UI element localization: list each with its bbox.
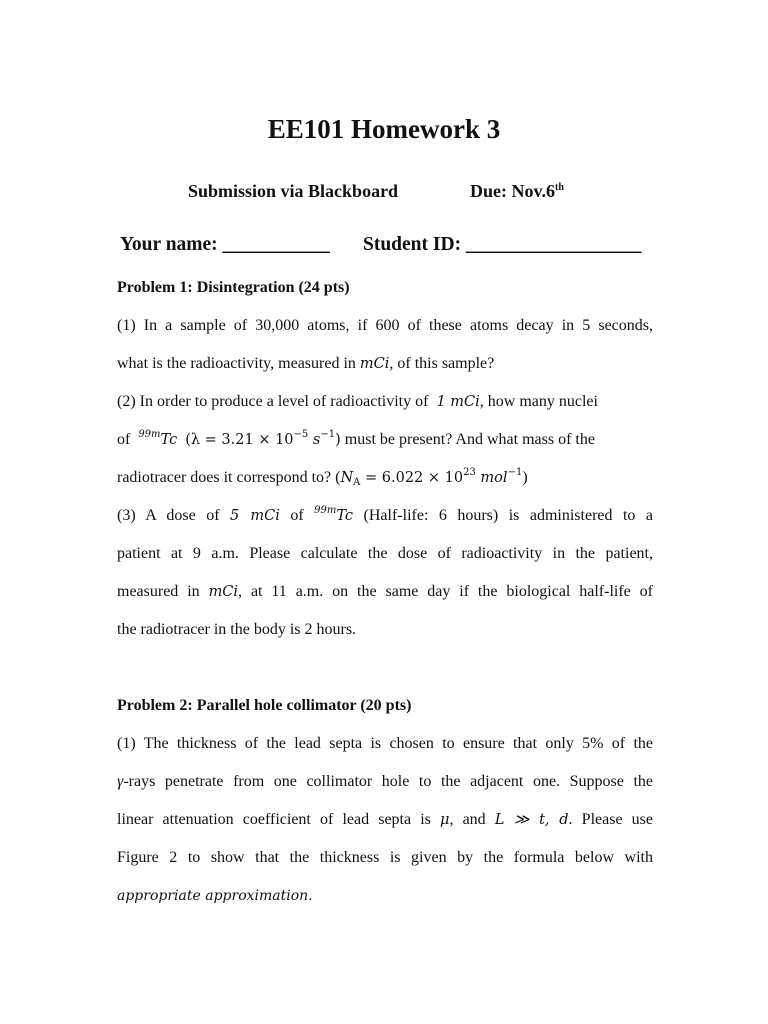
p1-q2-of: of bbox=[117, 431, 131, 448]
p2-q1-text-a bbox=[117, 773, 653, 790]
p1-q3-line4: the radiotracer in the body is 2 hours. bbox=[117, 621, 357, 638]
p1-q3-text-b: (Half-life: 6 hours) is administered to a bbox=[363, 507, 654, 524]
decay-constant-unit-exp: −1 bbox=[320, 429, 336, 440]
p1-q3-line2: patient at 9 a.m. Please calculate the dose of radioactivity in the patient, bbox=[117, 545, 653, 562]
p1-q2-text-3: radiotracer does it correspond to? ( bbox=[117, 469, 341, 486]
p1-q2-close: ) bbox=[522, 469, 528, 486]
isotope-symbol: Tc bbox=[160, 432, 178, 448]
p1-q3-text-d: , at 11 a.m. on the same day if the biological half-life of bbox=[238, 583, 654, 600]
avogadro-value: = 6.022 × 10 bbox=[360, 470, 464, 486]
p2-q1-line4: Figure 2 to show that the thickness is given by the formula below with bbox=[117, 849, 653, 866]
due-date bbox=[470, 181, 564, 202]
p1-q1-tail: , of this sample? bbox=[389, 355, 495, 372]
gamma-symbol: γ bbox=[117, 773, 124, 790]
problem2-heading: Problem 2: Parallel hole collimator (20 pts) bbox=[117, 697, 412, 714]
p1-q1-line2 bbox=[117, 355, 494, 373]
mci-unit-2: mCi bbox=[208, 584, 239, 600]
page-title: EE101 Homework 3 bbox=[267, 114, 501, 144]
avogadro-constant bbox=[340, 467, 523, 488]
p1-q2-line1 bbox=[117, 393, 598, 411]
p1-q3-of: of bbox=[290, 507, 304, 524]
decay-constant-close: ) bbox=[335, 432, 341, 448]
p2-q1-line2 bbox=[117, 773, 653, 791]
avogadro-exp: 23 bbox=[463, 467, 476, 478]
problem1-heading: Problem 1: Disintegration (24 pts) bbox=[117, 279, 350, 296]
decay-constant-unit: s bbox=[308, 432, 321, 448]
due-date-suffix: th bbox=[555, 182, 564, 193]
length-condition: L ≫ t, d bbox=[494, 812, 569, 828]
p1-q1-line1: (1) In a sample of 30,000 atoms, if 600 of these atoms decay in 5 seconds, bbox=[117, 317, 653, 334]
submission-note: Submission via Blackboard bbox=[188, 181, 399, 201]
p1-q3-line3 bbox=[117, 583, 653, 601]
tc99m-isotope bbox=[138, 429, 178, 448]
p1-q2-line3 bbox=[117, 469, 528, 487]
avogadro-unit-exp: −1 bbox=[507, 467, 523, 478]
p1-q2-dose: 1 mCi bbox=[436, 394, 480, 410]
p1-q1-text: what is the radioactivity, measured in bbox=[117, 355, 356, 372]
p2-q1-line1: (1) The thickness of the lead septa is chosen to ensure that only 5% of the bbox=[117, 735, 653, 752]
p1-q3-text-a: (3) A dose of bbox=[117, 507, 220, 524]
avogadro-symbol: N bbox=[340, 470, 354, 486]
tc99m-isotope-2 bbox=[314, 505, 354, 524]
p2-q1-text-d: . Please use bbox=[568, 811, 653, 828]
p1-q2-text: (2) In order to produce a level of radioactivity of bbox=[117, 393, 429, 410]
p2-q1-line3 bbox=[117, 811, 653, 829]
p1-q3-text-c: measured in bbox=[117, 583, 200, 600]
isotope-mass-number: 99m bbox=[138, 429, 161, 440]
p1-q2-line2 bbox=[117, 431, 595, 449]
p2-q1-line5 bbox=[117, 887, 313, 905]
isotope-symbol-2: Tc bbox=[336, 508, 354, 524]
decay-constant-expr: (λ = 3.21 × 10 bbox=[185, 432, 294, 448]
name-field-label: Your name: ___________ bbox=[120, 234, 330, 255]
due-date-text: Due: Nov.6 bbox=[470, 181, 555, 201]
avogadro-subscript: A bbox=[353, 477, 361, 488]
decay-constant bbox=[185, 429, 341, 448]
decay-constant-exp: −5 bbox=[293, 429, 309, 440]
p1-q2-text-2: must be present? And what mass of the bbox=[344, 431, 595, 448]
mu-symbol: μ bbox=[440, 812, 450, 828]
mci-unit: mCi bbox=[359, 356, 390, 372]
p2-q1-text-b: linear attenuation coefficient of lead septa is bbox=[117, 811, 431, 828]
p2-q1-text-c: , and bbox=[449, 811, 486, 828]
student-id-field-label: Student ID: __________________ bbox=[363, 234, 642, 255]
p1-q3-dose: 5 mCi bbox=[230, 508, 280, 524]
approximation-note: appropriate approximation. bbox=[117, 888, 313, 904]
isotope-mass-number-2: 99m bbox=[314, 505, 337, 516]
p2-q1-text-a-rest: -rays penetrate from one collimator hole to the adjacent one. Suppose the bbox=[123, 773, 653, 790]
p1-q3-line1 bbox=[117, 507, 653, 525]
p1-q2-text-tail: , how many nuclei bbox=[479, 393, 598, 410]
avogadro-unit: mol bbox=[475, 470, 508, 486]
